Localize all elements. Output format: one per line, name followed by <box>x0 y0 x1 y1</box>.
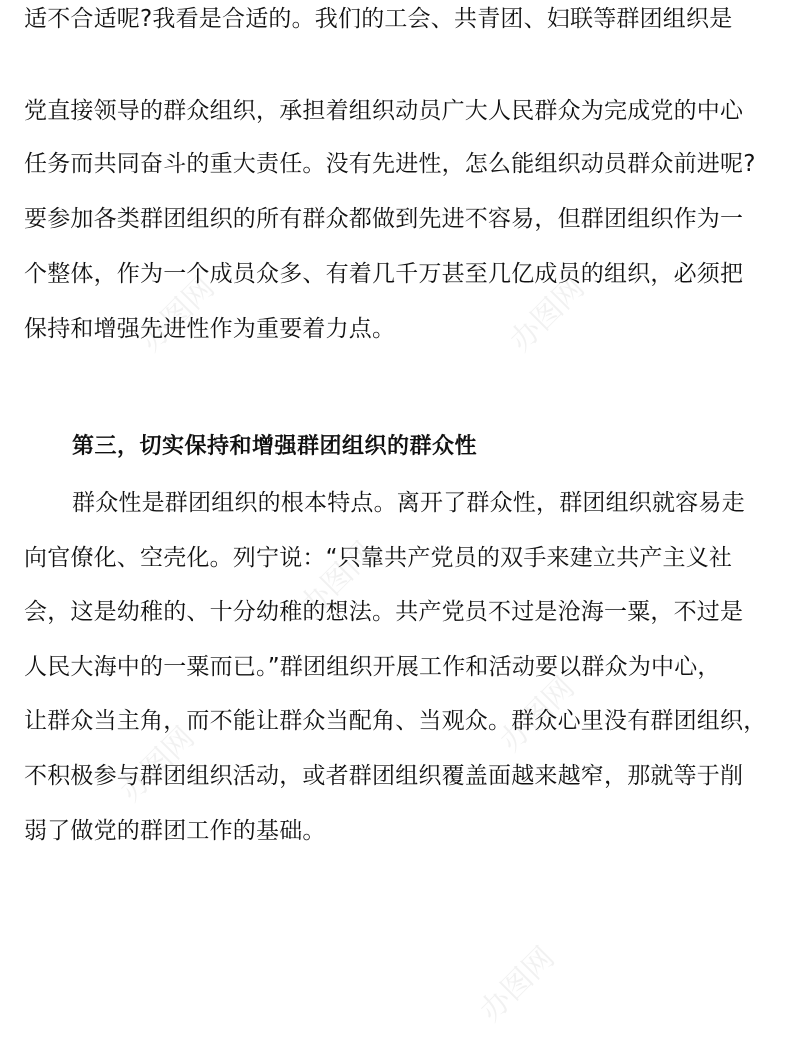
paragraph-line: 群众性是群团组织的根本特点。离开了群众性，群团组织就容易走 <box>72 490 745 516</box>
paragraph-line: 向官僚化、空壳化。列宁说：“只靠共产党员的双手来建立共产主义社 <box>24 545 733 571</box>
paragraph-line: 个整体，作为一个成员众多、有着几千万甚至几亿成员的组织，必须把 <box>24 261 744 287</box>
paragraph-line: 党直接领导的群众组织，承担着组织动员广大人民群众为完成党的中心 <box>24 98 744 124</box>
paragraph-line: 适不合适呢?我看是合适的。我们的工会、共青团、妇联等群团组织是 <box>24 6 733 32</box>
watermark: 办图网 <box>503 270 592 359</box>
paragraph-line: 不积极参与群团组织活动，或者群团组织覆盖面越来越窄，那就等于削 <box>24 763 744 789</box>
paragraph-line: 任务而共同奋斗的重大责任。没有先进性，怎么能组织动员群众前进呢? <box>24 151 756 177</box>
section-heading: 第三，切实保持和增强群团组织的群众性 <box>72 434 478 459</box>
paragraph-line: 保持和增强先进性作为重要着力点。 <box>24 316 396 342</box>
paragraph-line: 让群众当主角，而不能让群众当配角、当观众。群众心里没有群团组织， <box>24 708 767 734</box>
watermark: 办图网 <box>293 535 382 624</box>
paragraph-line: 弱了做党的群团工作的基础。 <box>24 818 326 844</box>
watermark: 办图网 <box>133 270 222 359</box>
watermark: 办图网 <box>473 940 562 1029</box>
paragraph-line: 会，这是幼稚的、十分幼稚的想法。共产党员不过是沧海一粟，不过是 <box>24 599 744 625</box>
paragraph-line: 人民大海中的一粟而已。”群团组织开展工作和活动要以群众为中心， <box>24 654 721 680</box>
watermark: 办图网 <box>113 720 202 809</box>
watermark: 办图网 <box>493 670 582 759</box>
paragraph-line: 要参加各类群团组织的所有群众都做到先进不容易，但群团组织作为一 <box>24 206 744 232</box>
